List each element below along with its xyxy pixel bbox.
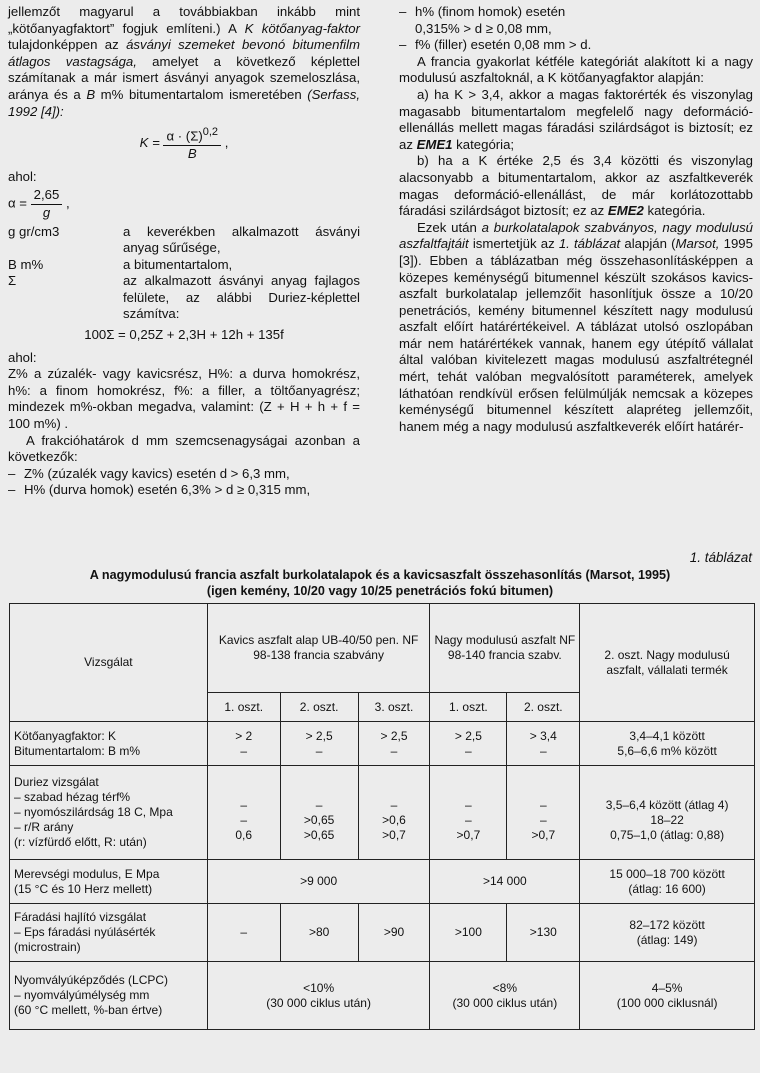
dash-item-h: – H% (durva homok) esetén 6,3% > d ≥ 0,315 mm, (8, 482, 360, 499)
left-column (8, 4, 360, 499)
def-desc-sigma: az alkalmazott ásványi anyag fajlagos felülete, az alábbi Duriez-képlettel számítva: (123, 273, 360, 322)
table-cell: >80 (280, 904, 358, 962)
category-intro: A francia gyakorlat kétféle kategóriát alakított ki a nagy modulusú aszfaltoknál, a K kötőanyagfaktor alapján: (399, 53, 753, 86)
table-cell: > 2 – (207, 722, 280, 766)
serfass-reference: (Serfass, 1992 [4]): (8, 86, 360, 119)
table-cell: – >0,6 >0,7 (358, 766, 430, 860)
header-vallalati: 2. oszt. Nagy modulusú aszfalt, vállalati termék (580, 604, 755, 722)
table-cell: 3,5–6,4 között (átlag 4) 18–22 0,75–1,0 (átlag: 0,88) (580, 766, 755, 860)
category-a-tail: kategória; (452, 136, 515, 152)
table-cell: 3,4–4,1 között 5,6–6,6 m% között (580, 722, 755, 766)
table-cell: >14 000 (430, 860, 580, 904)
table-cell: – – 0,6 (207, 766, 280, 860)
ahol-label-2: ahol: (8, 349, 37, 365)
p5-table-ref: 1. táblázat (558, 236, 621, 252)
symbol-definitions (8, 224, 360, 324)
def-term-g: g gr/cm3 (8, 223, 60, 239)
table-cell: 4–5% (100 000 ciklusnál) (580, 962, 755, 1030)
table-cell: > 3,4 – (507, 722, 580, 766)
duriez-formula: 100Σ = 0,25Z + 2,3H + 12h + 135f (84, 327, 284, 343)
right-column (399, 4, 753, 435)
dash-item-z: – Z% (zúzalék vagy kavics) esetén d > 6,3 mm, (8, 466, 360, 483)
eme2-label: EME2 (607, 203, 644, 219)
p5-italic: a burkolatalapok szabványos, nagy modulusú aszfaltfajtáit (399, 219, 753, 252)
table-cell: >130 (507, 904, 580, 962)
category-b (399, 153, 753, 219)
k-formula-lhs: K = (139, 134, 160, 150)
table-cell: >9 000 (207, 860, 430, 904)
p5-marsot-ref: Marsot, (675, 236, 720, 252)
dash-hsmall-range: 0,315% > d ≥ 0,08 mm, (415, 20, 552, 36)
table-cell: 15 000–18 700 között (átlag: 16 600) (580, 860, 755, 904)
def-desc-b: a bitumentartalom, (123, 256, 233, 272)
subheader-cell: 3. oszt. (358, 693, 430, 722)
alpha-numerator: 2,65 (31, 187, 63, 205)
dash-hsmall-text: h% (finom homok) esetén (415, 4, 566, 19)
definition-italic: ásványi szemeket bevonó bitumenfilm átlagos vastagsága, (8, 37, 360, 69)
dash-f-text: f% (filler) esetén 0,08 mm > d. (415, 37, 592, 53)
dash-item-f: – f% (filler) esetén 0,08 mm > d. (399, 37, 753, 54)
table-row (10, 962, 755, 1030)
table-cell: 82–172 között (átlag: 149) (580, 904, 755, 962)
dash-z-text: Z% (zúzalék vagy kavics) esetén d > 6,3 mm, (24, 465, 290, 481)
table-cell: > 2,5 – (280, 722, 358, 766)
dash-item-hsmall: – h% (finom homok) esetén (399, 4, 753, 21)
def-term-b: B m% (8, 256, 44, 272)
row-label-duriez: Duriez vizsgálat – szabad hézag térf% – nyomószilárdság 18 C, Mpa – r/R arány (r: vízfürdő előtt, R: után) (10, 766, 208, 860)
k-formula-denominator: B (187, 146, 197, 162)
alpha-lhs: α = (8, 195, 27, 211)
table-cell: – >0,65 >0,65 (280, 766, 358, 860)
header-nagy-modulusu: Nagy modulusú aszfalt NF 98-140 francia szabv. (430, 604, 580, 693)
k-term: K kötőanyag-faktor (244, 20, 360, 36)
k-formula-numerator (163, 124, 221, 146)
table-cell: <10% (30 000 ciklus után) (207, 962, 430, 1030)
row-label-nyomvaly: Nyomvályúképződés (LCPC) – nyomvályúmélység mm (60 °C mellett, %-ban értve) (10, 962, 208, 1030)
intro-text-b: tulajdonképpen az (8, 37, 127, 53)
header-kavics: Kavics aszfalt alap UB-40/50 pen. NF 98-138 francia szabvány (207, 604, 430, 693)
table-row (10, 860, 755, 904)
table-header-row (10, 604, 755, 693)
def-desc-g: a keverékben alkalmazott ásványi anyag sűrűsége, (123, 223, 360, 256)
k-numerator-text: α · (Σ) (166, 128, 203, 144)
table-cell: – – >0,7 (507, 766, 580, 860)
intro-text: jellemzőt magyarul a továbbiakban inkább mint „kötőanyagfaktort” fogjuk említeni.) A (8, 4, 360, 36)
b-symbol: B (86, 86, 96, 102)
row-label-merevsegi: Merevségi modulus, E Mpa (15 °C és 10 Herz mellett) (10, 860, 208, 904)
ahol-label-1: ahol: (8, 168, 37, 184)
table-title: A nagymodulusú francia aszfalt burkolatalapok és a kavicsaszfalt összehasonlítás (Marsot, 1995) (89, 568, 671, 582)
category-a-text: a) ha K > 3,4, akkor a magas faktorérték és viszonylag magasabb bitumentartalom megfelelő nagy deformáció-ellenállás mellett magas fáradási szilárdságot is biztosít; ez az (399, 86, 753, 152)
p5-text-4: 1995 [3]). Ebben a táblázatban még összehasonlításképpen a közepes keménységű bitumennel készült szokásos kavics-aszfalt burkolatalap jellemzőit hasonlítjuk össze a 10/20 penetrációs, kemény bitumennel készített nagy modulusú aszfalt előírt határértékeivel. A táblázat utolsó oszlopában már nem határértékek vannak, hanem egy útépítő vállalat által valóban kivitelezett magas modulusú aszfaltrétegnél mért, tehát valóban megvalósított paraméterek, amelyek láthatóan rendkívül erősen felülmúlják nemcsak a közepes keménységű bitumennel készített alapréteg jellemzőit, hanem még a nagy modulusú aszfaltkeverék előírt határér- (399, 236, 753, 434)
table-subtitle: (igen kemény, 10/20 vagy 10/25 penetrációs fokú bitumen) (206, 584, 554, 598)
intro-paragraph (8, 4, 360, 120)
subheader-cell: 2. oszt. (280, 693, 358, 722)
row-label-faradasi: Fáradási hajlító vizsgálat – Eps fáradási nyúlásérték (microstrain) (10, 904, 208, 962)
table-cell: >90 (358, 904, 430, 962)
p5-text-2: ismertetjük az (468, 236, 559, 252)
k-formula-fraction (163, 124, 221, 163)
p5-text-3: alapján ( (620, 236, 676, 252)
category-b-text: b) ha a K értéke 2,5 és 3,4 közötti és viszonylag alacsonyabb a bitumentartalom, akkor az aszfaltkeverék magas deformáció-ellenállást, de már korlátozottabb fáradási szilárdságot biztosít; ez az (399, 153, 753, 219)
table-intro-paragraph (399, 220, 753, 436)
table-cell: – (207, 904, 280, 962)
dash-h-text: H% (durva homok) esetén 6,3% > d ≥ 0,315 mm, (24, 482, 311, 498)
row-label-kotoanyag: Kötőanyagfaktor: K Bitumentartalom: B m% (10, 722, 208, 766)
k-exponent: 0,2 (202, 126, 219, 139)
table-row (10, 766, 755, 860)
table-row (10, 904, 755, 962)
alpha-comma: , (66, 195, 70, 211)
k-formula (8, 124, 360, 163)
intro-text-c: amelyet a következő képlettel számítanak a már ismert ásványi anyagok szemeloszlása, aránya és a (8, 53, 360, 102)
alpha-denominator: g (42, 204, 51, 220)
table-cell: > 2,5 – (358, 722, 430, 766)
dash-item-hsmall-range (399, 21, 753, 38)
table-number: 1. táblázat (689, 550, 752, 565)
comparison-table (9, 603, 755, 1030)
fraction-definitions: Z% a zúzalék- vagy kavicsrész, H%: a durva homokrész, h%: a finom homokrész, f%: a filler, a töltőanyagrész; mindezek m%-okban megadva, valamint: (Z + H + h + f = 100 m%) . (8, 366, 360, 432)
def-term-sigma: Σ (8, 273, 17, 289)
alpha-fraction (31, 187, 63, 221)
subheader-cell: 2. oszt. (507, 693, 580, 722)
header-vizsgalat: Vizsgálat (10, 604, 208, 722)
table-cell: >100 (430, 904, 507, 962)
table-cell: > 2,5 – (430, 722, 507, 766)
p5-text-1: Ezek után (417, 219, 482, 235)
fraction-limits-intro: A frakcióhatárok d mm szemcsenagyságai azonban a következők: (8, 432, 360, 465)
alpha-formula (8, 187, 360, 221)
subheader-cell: 1. oszt. (430, 693, 507, 722)
table-cell: – – >0,7 (430, 766, 507, 860)
intro-text-d: m% bitumentartalom ismeretében (95, 86, 308, 102)
table-cell: <8% (30 000 ciklus után) (430, 962, 580, 1030)
k-formula-comma: , (224, 134, 229, 150)
table-row (10, 722, 755, 766)
category-a (399, 87, 753, 153)
category-b-tail: kategória. (643, 203, 706, 219)
eme1-label: EME1 (416, 136, 453, 152)
subheader-cell: 1. oszt. (207, 693, 280, 722)
